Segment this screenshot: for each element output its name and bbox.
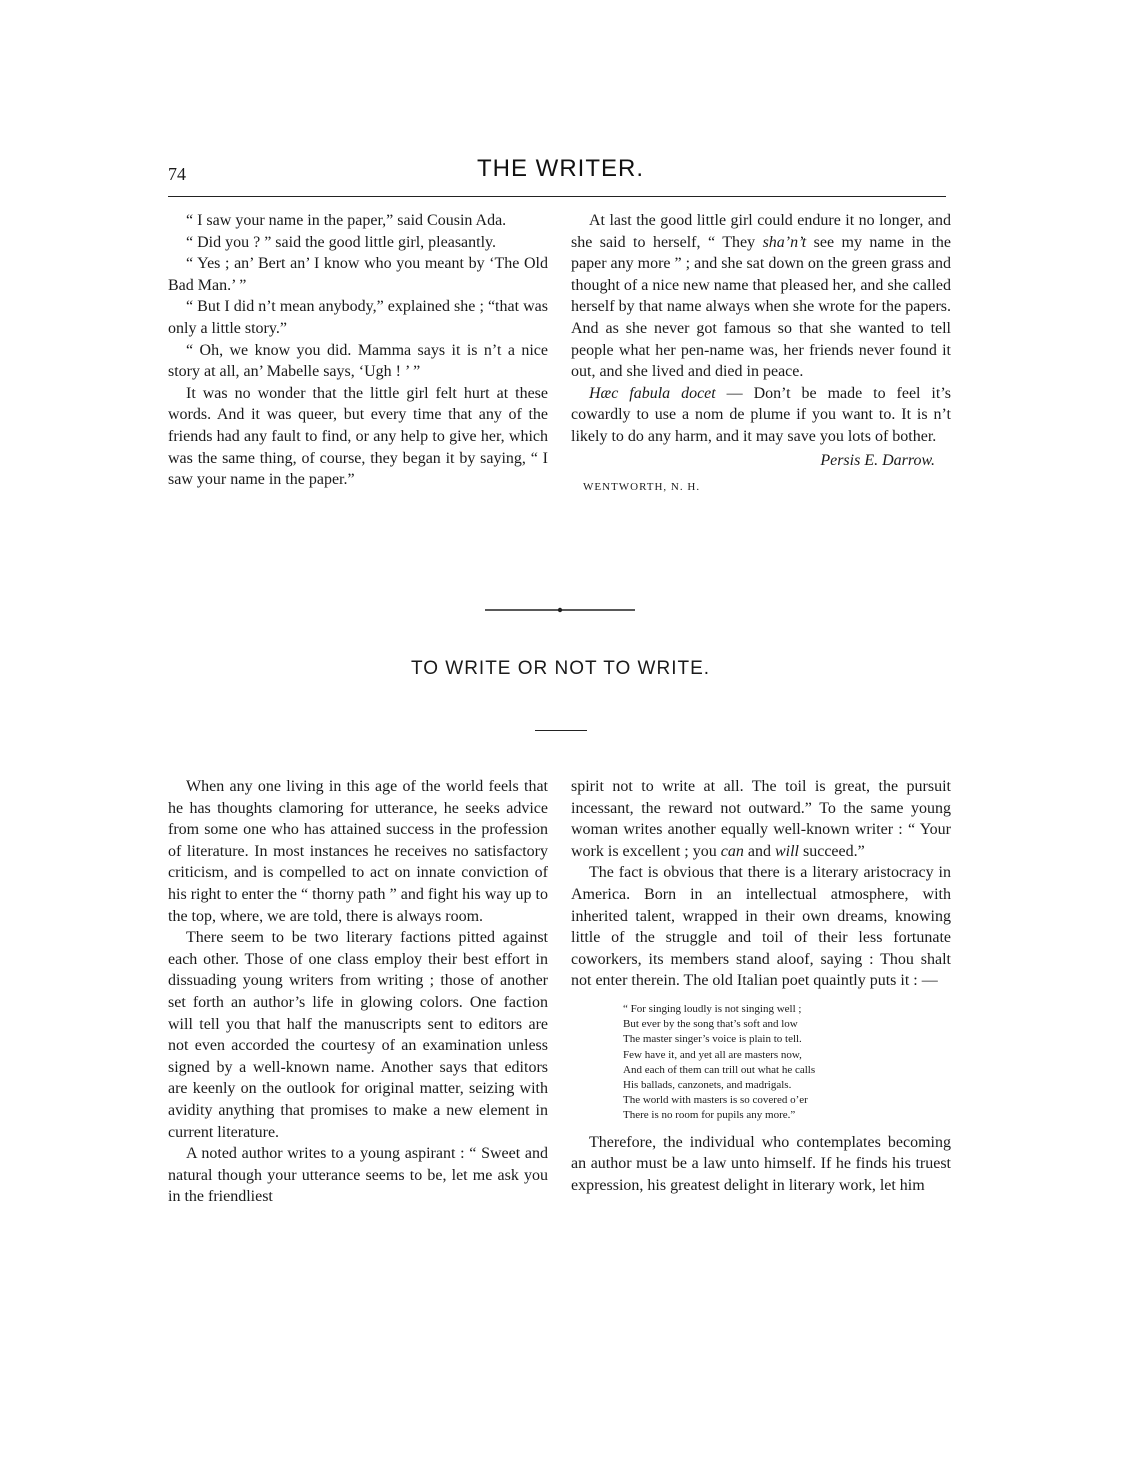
paragraph: It was no wonder that the little girl felt hurt at these words. And it was queer, but every time that any of the friends had any fault to find, or any help to give her, which was the same thing, of course, they began it by saying, “ I saw your name in the paper.” xyxy=(168,384,548,489)
author-signature: Persis E. Darrow. xyxy=(820,451,935,469)
poem-line: And each of them can trill out what he calls xyxy=(623,1063,816,1076)
poem-line: The master singer’s voice is plain to tell. xyxy=(623,1033,802,1046)
text-run: see my name in the paper any more ” ; and she sat down on the green grass and thought of a nice new name that pleased her, and she called herself by that name always when she wrote for the papers. And as she never got famous so that she wanted to tell people what her pen-name was, her friends never found it out, and she lived and died in peace. xyxy=(571,233,951,381)
paragraph: The fact is obvious that there is a literary aristocracy in America. Born in an intellectual atmosphere, with inherited talent, wrapped in their own dreams, knowing little of the struggle and toil of their less fortunate coworkers, its members stand aloof, saying : Thou shalt not enter therein. The old Italian poet quaintly puts it : — xyxy=(571,864,951,990)
poem-line: But ever by the song that’s soft and low xyxy=(623,1018,798,1031)
text-run: — Don’t be made to feel it’s cowardly to use a nom de plume if you want to. It is n’t likely to do any harm, and it may save you lots of bother. xyxy=(571,384,951,445)
poem-line: Few have it, and yet all are masters now, xyxy=(623,1048,802,1061)
poem-line: The world with masters is so covered o’er xyxy=(623,1094,808,1107)
bottom-right-column xyxy=(571,776,951,1196)
paragraph xyxy=(571,776,951,862)
paragraph: “ But I did n’t mean anybody,” explained she ; “that was only a little story.” xyxy=(168,298,548,337)
poem-line: “ For singing loudly is not singing well ; xyxy=(623,1002,802,1015)
top-left-column xyxy=(168,210,548,491)
paragraph xyxy=(571,383,951,448)
latin-phrase: Hæc fabula docet xyxy=(589,384,716,402)
emphasis: can xyxy=(720,842,744,860)
paragraph: “ Yes ; an’ Bert an’ I know who you meant by ‘The Old Bad Man.’ ” xyxy=(168,255,548,294)
poem-quote xyxy=(623,1002,951,1124)
paragraph: Therefore, the individual who contemplates becoming an author must be a law unto himself. If he finds his truest expression, his greatest delight in literary work, let him xyxy=(571,1133,951,1194)
paragraph: When any one living in this age of the world feels that he has thoughts clamoring for utterance, he seeks advice from some one who has attained success in the profession of literature. In most instances he receives no satisfactory criticism, and is compelled to act on innate conviction of his right to enter the “ thorny path ” and fight his way up to the top, where, we are told, there is always room. xyxy=(168,778,548,925)
paragraph xyxy=(571,210,951,383)
text-run: and xyxy=(743,842,775,860)
text-run: At last the good little girl could endure it no longer, and she said to herself, “ They xyxy=(571,212,951,251)
paragraph: “ I saw your name in the paper,” said Cousin Ada. xyxy=(186,212,507,229)
title-rule xyxy=(535,730,587,731)
top-right-column xyxy=(571,210,951,499)
article-title: TO WRITE OR NOT TO WRITE. xyxy=(410,658,711,679)
bottom-left-column xyxy=(168,776,548,1208)
paragraph: There seem to be two literary factions pitted against each other. Those of one class employ their best effort in dissuading young writers from writing ; those of another set forth an author’s life in glowing colors. One faction will tell you that half the manuscripts sent to editors are not even accorded the courtesy of an examination unless signed by a well-known name. Another says that editors are keenly on the outlook for original matter, seizing with avidity anything that promises to make a new element in current literature. xyxy=(168,929,548,1141)
text-run: spirit not to write at all. The toil is great, the pursuit incessant, the reward not outward.” To the same young woman writes another equally well-known writer : “ Your work is excellent ; you xyxy=(571,778,951,860)
masthead-title: THE WRITER. xyxy=(477,155,644,182)
emphasis: sha’n’t xyxy=(762,233,807,251)
paragraph: “ Did you ? ” said the good little girl, pleasantly. xyxy=(186,233,496,251)
paragraph: “ Oh, we know you did. Mamma says it is n’t a nice story at all, an’ Mabelle says, ‘Ugh ! ’ ” xyxy=(168,341,548,381)
emphasis: will xyxy=(774,842,799,860)
poem-line: There is no room for pupils any more.” xyxy=(623,1109,796,1122)
section-ornament xyxy=(485,604,635,616)
page-number: 74 xyxy=(168,164,186,184)
paragraph: A noted author writes to a young aspirant : “ Sweet and natural though your utterance seems to be, let me ask you in the friendliest xyxy=(168,1145,548,1206)
poem-line: His ballads, canzonets, and madrigals. xyxy=(623,1078,792,1091)
author-place: WENTWORTH, N. H. xyxy=(583,481,701,494)
text-run: succeed.” xyxy=(798,842,865,860)
header-rule xyxy=(168,196,946,197)
